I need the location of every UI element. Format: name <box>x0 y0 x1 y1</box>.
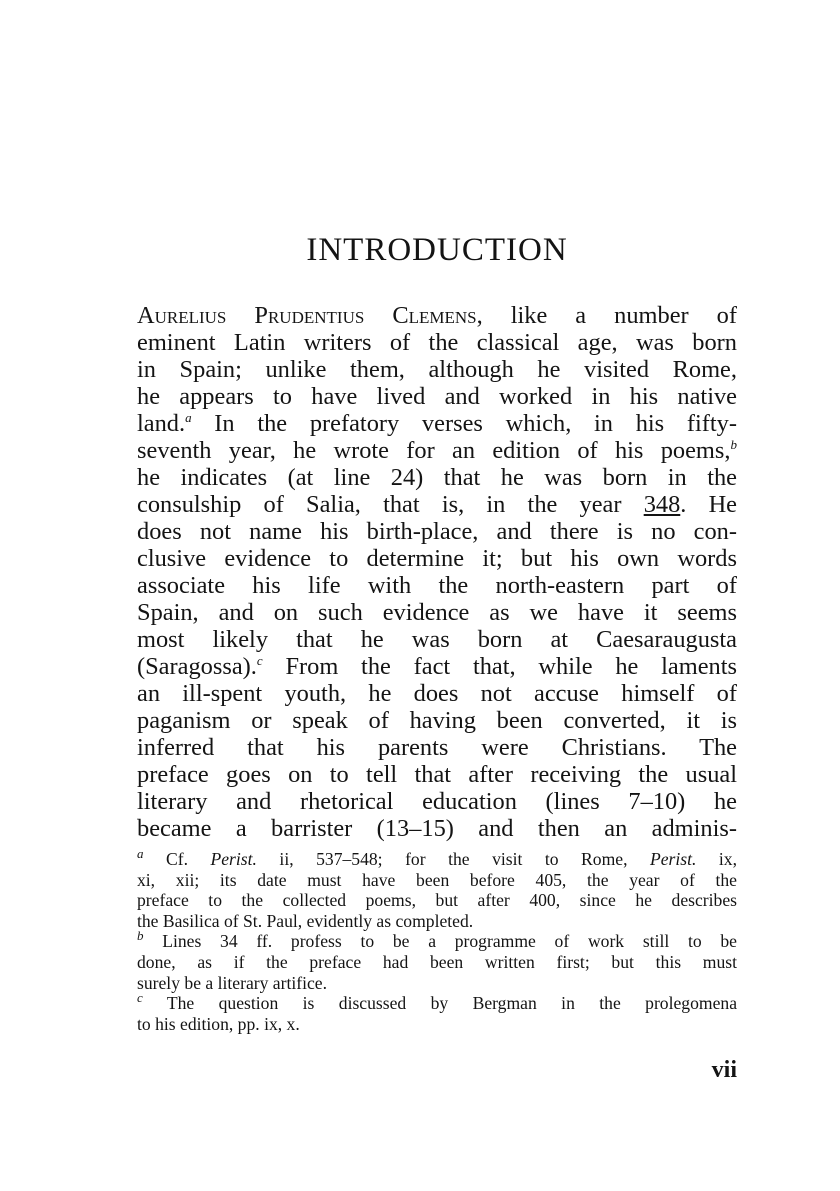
text-line: seventh year, he wrote for an edition of his poems,$^b$ <box>137 436 737 464</box>
text-line: (Saragossa).$^c$ From the fact that, while he laments <box>137 652 737 680</box>
text-line: became a barrister (13–15) and then an adminis- <box>137 815 737 842</box>
footnote-mark-b: b <box>137 928 144 944</box>
text-line: eminent Latin writers of the classical age, was born <box>137 329 737 356</box>
text-line: associate his life with the north-eastern part of <box>137 572 737 599</box>
footnote-mark-c: c <box>137 990 143 1006</box>
text-line: he appears to have lived and worked in his native <box>137 383 737 410</box>
text-line: clusive evidence to determine it; but his own words <box>137 545 737 572</box>
text-line: in Spain; unlike them, although he visited Rome, <box>137 356 737 383</box>
body-paragraph <box>137 302 737 842</box>
footnote-line: preface to the collected poems, but after 400, since he describes <box>137 890 737 911</box>
text-line: inferred that his parents were Christians. The <box>137 734 737 761</box>
text-line: land.$^a$ In the prefatory verses which, in his fifty- <box>137 409 737 437</box>
footnote-ref-b: b <box>730 436 737 452</box>
text-line: an ill-spent youth, he does not accuse himself of <box>137 680 737 707</box>
footnote-line: the Basilica of St. Paul, evidently as completed. <box>137 910 474 931</box>
footnote-line: surely be a literary artifice. <box>137 972 328 993</box>
year-underlined: 348 <box>643 491 681 518</box>
footnote-ref-a: a <box>185 409 192 425</box>
page-title: INTRODUCTION <box>306 232 568 268</box>
footnote-mark-a: a <box>137 846 144 862</box>
text-line: preface goes on to tell that after receiving the usual <box>137 761 737 788</box>
footnote-a: $^a$ Cf. Perist. ii, 537–548; for the visit to Rome, Perist. ix, <box>137 846 738 869</box>
text-line: literary and rhetorical education (lines 7–10) he <box>137 788 737 815</box>
footnote-b: $^b$ Lines 34 ff. profess to be a programme of work still to be <box>137 928 737 952</box>
footnotes <box>137 846 738 1034</box>
footnote-line: xi, xii; its date must have been before 405, the year of the <box>137 869 737 890</box>
text-line: Spain, and on such evidence as we have it seems <box>137 599 737 626</box>
text-line: Aurelius Prudentius Clemens, like a number of <box>137 302 737 329</box>
footnote-ref-c: c <box>256 652 263 668</box>
text-line: he indicates (at line 24) that he was born in the <box>137 464 737 491</box>
footnote-c: $^c$ The question is discussed by Bergman in the prolegomena <box>137 990 737 1014</box>
text-line: most likely that he was born at Caesaraugusta <box>137 626 737 653</box>
text-line: consulship of Salia, that is, in the year 348. He <box>137 491 738 518</box>
page-number: vii <box>711 1057 737 1083</box>
text-line: paganism or speak of having been converted, it is <box>137 707 737 734</box>
footnote-line: done, as if the preface had been written first; but this must <box>137 951 737 972</box>
author-name: Aurelius Prudentius Clemens <box>137 302 477 329</box>
text-line: does not name his birth-place, and there is no con- <box>137 518 737 545</box>
footnote-line: to his edition, pp. ix, x. <box>137 1013 300 1034</box>
